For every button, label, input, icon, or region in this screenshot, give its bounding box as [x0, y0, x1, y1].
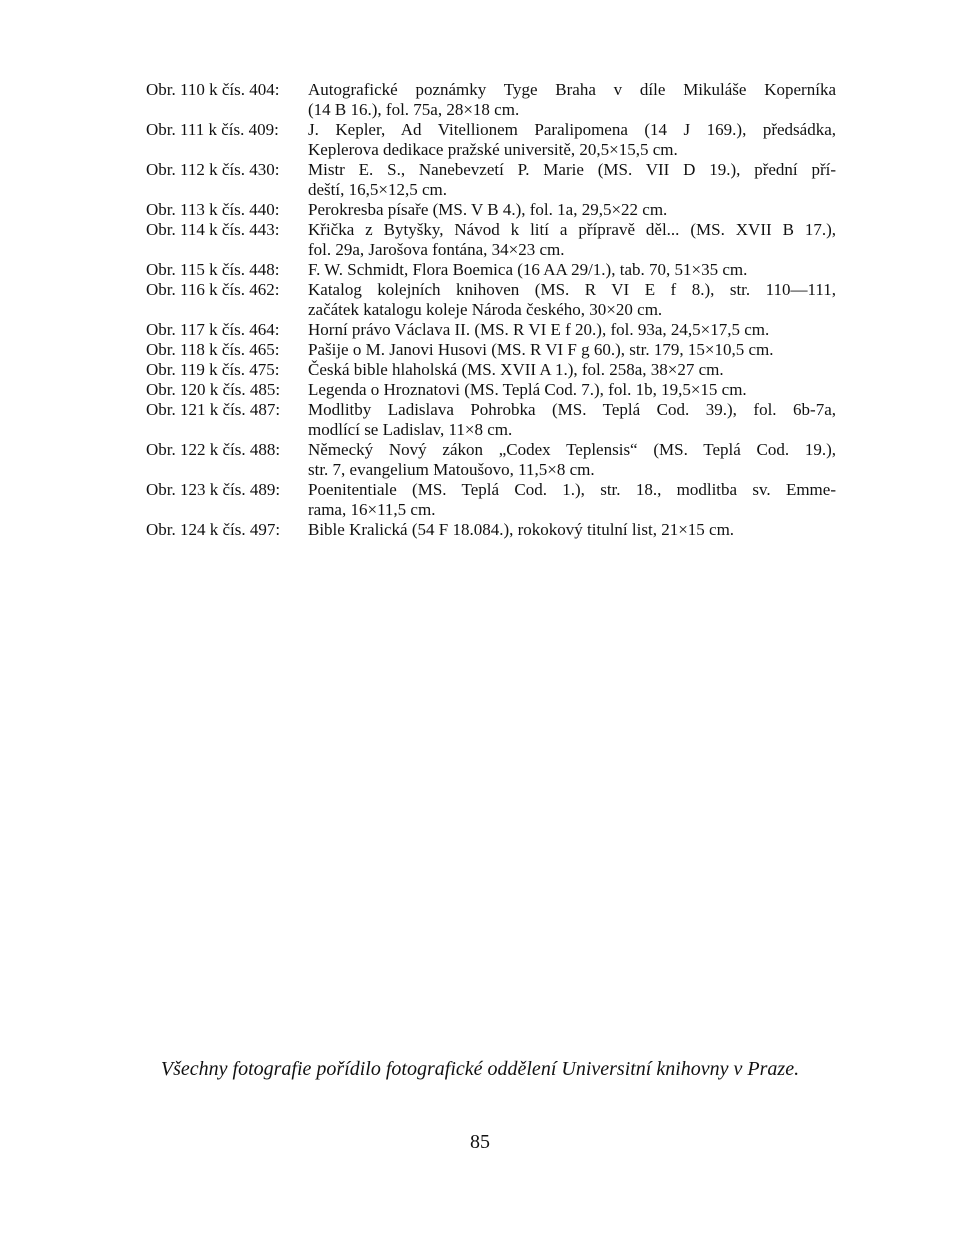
figure-entry — [146, 440, 836, 480]
figure-entry-description-line: deští, 16,5×12,5 cm. — [308, 180, 447, 199]
figure-entry — [146, 200, 836, 220]
figure-entry-description-line: začátek katalogu koleje Národa českého, 30×20 cm. — [308, 300, 663, 319]
figure-entry — [146, 260, 836, 280]
figure-entry-description — [308, 280, 836, 320]
figure-entry-label: Obr. 114 k čís. 443: — [146, 220, 280, 239]
figure-entry-label: Obr. 111 k čís. 409: — [146, 120, 279, 139]
figure-entry-description-line: Pašije o M. Janovi Husovi (MS. R VI F g 60.), str. 179, 15×10,5 cm. — [308, 340, 774, 359]
figure-entry-description — [308, 220, 836, 260]
figure-entry — [146, 280, 836, 320]
figure-entry-label: Obr. 120 k čís. 485: — [146, 380, 281, 399]
figure-entry — [146, 340, 836, 360]
figure-entry-description — [308, 480, 836, 520]
figure-entry — [146, 120, 836, 160]
figure-entry-description — [308, 440, 836, 480]
figure-entry-description-line: Legenda o Hroznatovi (MS. Teplá Cod. 7.), fol. 1b, 19,5×15 cm. — [308, 380, 747, 399]
figure-entry-label: Obr. 110 k čís. 404: — [146, 80, 280, 99]
photo-credit: Všechny fotografie pořídilo fotografické oddělení Universitní knihovny v Praze. — [160, 1058, 800, 1080]
figure-entry-label: Obr. 124 k čís. 497: — [146, 520, 281, 539]
figure-entry-label: Obr. 122 k čís. 488: — [146, 440, 281, 459]
figure-entry-description — [308, 400, 836, 440]
figure-entry-description-line: rama, 16×11,5 cm. — [308, 500, 436, 519]
figure-entry-description-line: fol. 29a, Jarošova fontána, 34×23 cm. — [308, 240, 565, 259]
figure-entry-description — [308, 200, 836, 220]
figure-entry — [146, 220, 836, 260]
figure-entry-label: Obr. 112 k čís. 430: — [146, 160, 280, 179]
figure-entry-description-line: F. W. Schmidt, Flora Boemica (16 AA 29/1.), tab. 70, 51×35 cm. — [308, 260, 748, 279]
figure-entry — [146, 160, 836, 200]
figure-entry-description — [308, 340, 836, 360]
figure-entry-description-line: Katalog kolejních knihoven (MS. R VI E f 8.), str. 110—111, — [308, 280, 836, 299]
figure-entry — [146, 400, 836, 440]
figure-entry-label: Obr. 115 k čís. 448: — [146, 260, 280, 279]
figure-entry-description — [308, 260, 836, 280]
figure-entry-label: Obr. 118 k čís. 465: — [146, 340, 280, 359]
figure-entry-description — [308, 360, 836, 380]
figure-entry-description — [308, 320, 836, 340]
figure-entry-description — [308, 120, 836, 160]
figure-entry-description — [308, 380, 836, 400]
figure-entry-description — [308, 160, 836, 200]
figure-entry-description-line: Modlitby Ladislava Pohrobka (MS. Teplá Cod. 39.), fol. 6b-7a, — [308, 400, 836, 419]
figure-entry-description-line: Keplerova dedikace pražské universitě, 20,5×15,5 cm. — [308, 140, 678, 159]
figure-entry-label: Obr. 113 k čís. 440: — [146, 200, 280, 219]
figure-entry — [146, 320, 836, 340]
figure-entry-description-line: (14 B 16.), fol. 75a, 28×18 cm. — [308, 100, 520, 119]
figure-entry-label: Obr. 116 k čís. 462: — [146, 280, 280, 299]
figure-entry-description-line: Horní právo Václava II. (MS. R VI E f 20.), fol. 93a, 24,5×17,5 cm. — [308, 320, 770, 339]
figure-entry — [146, 360, 836, 380]
figure-entry-description-line: Bible Kralická (54 F 18.084.), rokokový titulní list, 21×15 cm. — [308, 520, 735, 539]
figure-entry-description-line: Česká bible hlaholská (MS. XVII A 1.), fol. 258a, 38×27 cm. — [308, 360, 724, 379]
page-number: 85 — [470, 1131, 490, 1153]
figure-entry-description-line: Autografické poznámky Tyge Braha v díle Mikuláše Koperníka — [308, 80, 836, 99]
figure-list — [146, 80, 836, 540]
figure-entry-description-line: Křička z Bytyšky, Návod k lití a přípravě děl... (MS. XVII B 17.), — [308, 220, 836, 239]
figure-entry-description-line: modlící se Ladislav, 11×8 cm. — [308, 420, 513, 439]
figure-entry-description-line: J. Kepler, Ad Vitellionem Paralipomena (14 J 169.), předsádka, — [308, 120, 836, 139]
figure-entry-label: Obr. 121 k čís. 487: — [146, 400, 281, 419]
figure-entry-description-line: Perokresba písaře (MS. V B 4.), fol. 1a, 29,5×22 cm. — [308, 200, 668, 219]
figure-entry — [146, 480, 836, 520]
figure-entry — [146, 520, 836, 540]
figure-entry-description — [308, 80, 836, 120]
figure-entry-label: Obr. 119 k čís. 475: — [146, 360, 280, 379]
figure-entry-description-line: Poenitentiale (MS. Teplá Cod. 1.), str. 18., modlitba sv. Emme- — [308, 480, 836, 499]
figure-entry-label: Obr. 117 k čís. 464: — [146, 320, 280, 339]
figure-entry-description — [308, 520, 836, 540]
figure-entry-label: Obr. 123 k čís. 489: — [146, 480, 281, 499]
figure-entry-description-line: Mistr E. S., Nanebevzetí P. Marie (MS. VII D 19.), přední pří- — [308, 160, 836, 179]
figure-entry-description-line: str. 7, evangelium Matoušovo, 11,5×8 cm. — [308, 460, 595, 479]
figure-entry-description-line: Německý Nový zákon „Codex Teplensis“ (MS. Teplá Cod. 19.), — [308, 440, 836, 459]
figure-entry — [146, 80, 836, 120]
figure-entry — [146, 380, 836, 400]
